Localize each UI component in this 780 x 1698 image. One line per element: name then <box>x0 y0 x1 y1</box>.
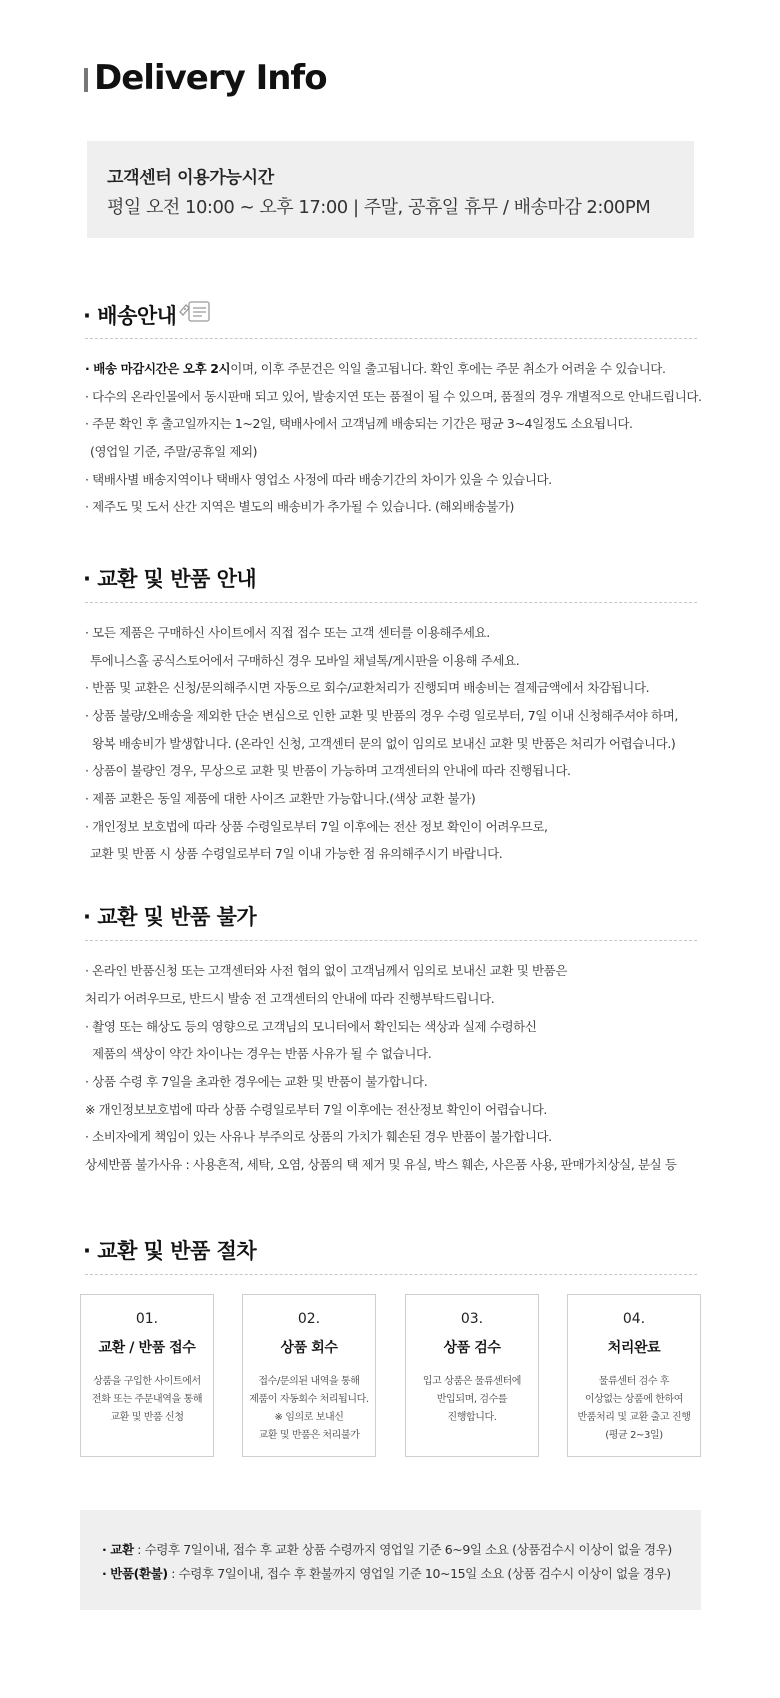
step-description: 물류센터 검수 후 이상없는 상품에 한하여 반품처리 및 교환 출고 진행 (평균 2~3일) <box>577 1376 691 1441</box>
customer-center-hours-box <box>87 141 694 238</box>
shipping-line-3: · 주문 확인 후 출고일까지는 1~2일, 택배사에서 고객님께 배송되는 기간은 평균 3~4일정도 소요됩니다. <box>85 416 633 431</box>
step-label: 상품 회수 <box>280 1340 338 1356</box>
step-number: 02. <box>297 1311 321 1327</box>
process-divider <box>85 1274 697 1275</box>
no-exchange-divider <box>85 940 697 941</box>
no-exchange-line-5: · 상품 수령 후 7일을 초과한 경우에는 교환 및 반품이 불가합니다. <box>85 1074 428 1089</box>
no-exchange-line-6: ※ 개인정보보호법에 따라 상품 수령일로부터 7일 이후에는 전산정보 확인이 어렵습니다. <box>85 1102 547 1117</box>
step-label: 상품 검수 <box>443 1340 501 1356</box>
exchange-line-5: 왕복 배송비가 발생합니다. (온라인 신청, 고객센터 문의 없이 임의로 보내신 교환 및 반품은 처리가 어렵습니다.) <box>92 736 676 751</box>
step-number: 03. <box>460 1311 484 1327</box>
exchange-line-9: 교환 및 반품 시 상품 수령일로부터 7일 이내 가능한 점 유의해주시기 바랍니다. <box>90 846 503 861</box>
process-step-1 <box>80 1294 214 1457</box>
process-heading: · 교환 및 반품 절차 <box>83 1239 257 1263</box>
exchange-divider <box>85 602 697 603</box>
shipping-heading: · 배송안내 <box>83 304 177 328</box>
step-label: 처리완료 <box>607 1340 661 1356</box>
shipping-divider <box>85 338 697 339</box>
process-step-2 <box>242 1294 376 1457</box>
shipping-line-5: · 택배사별 배송지역이나 택배사 영업소 사정에 따라 배송기간의 차이가 있을 수 있습니다. <box>85 472 552 487</box>
step-label: 교환 / 반품 접수 <box>98 1340 196 1356</box>
step-number: 01. <box>135 1311 159 1327</box>
shipping-line-2: · 다수의 온라인몰에서 동시판매 되고 있어, 발송지연 또는 품절이 될 수 있으며, 품절의 경우 개별적으로 안내드립니다. <box>85 389 702 404</box>
processing-time-summary-box <box>80 1510 701 1610</box>
shipping-line-1: · 배송 마감시간은 오후 2시이며, 이후 주문건은 익일 출고됩니다. 확인 후에는 주문 취소가 어려울 수 있습니다. <box>85 361 666 376</box>
step-description: 접수/문의된 내역을 통해 제품이 자동회수 처리됩니다. ※ 임의로 보내신 교환 및 반품은 처리불가 <box>249 1376 369 1441</box>
exchange-summary-line: · 교환 : 수령후 7일이내, 접수 후 교환 상품 수령까지 영업일 기준 6~9일 소요 (상품검수시 이상이 없을 경우) <box>102 1542 672 1557</box>
exchange-line-6: · 상품이 불량인 경우, 무상으로 교환 및 반품이 가능하며 고객센터의 안내에 따라 진행됩니다. <box>85 763 571 778</box>
no-exchange-heading: · 교환 및 반품 불가 <box>83 905 257 929</box>
refund-summary-line: · 반품(환불) : 수령후 7일이내, 접수 후 환불까지 영업일 기준 10~15일 소요 (상품 검수시 이상이 없을 경우) <box>102 1566 671 1581</box>
exchange-line-8: · 개인정보 보호법에 따라 상품 수령일로부터 7일 이후에는 전산 정보 확인이 어려우므로, <box>85 819 548 834</box>
no-exchange-line-2: 처리가 어려우므로, 반드시 발송 전 고객센터의 안내에 따라 진행부탁드립니다. <box>85 991 495 1006</box>
process-step-3 <box>405 1294 539 1457</box>
no-exchange-line-3: · 촬영 또는 해상도 등의 영향으로 고객님의 모니터에서 확인되는 색상과 실제 수령하신 <box>85 1019 537 1034</box>
step-number: 04. <box>622 1311 646 1327</box>
exchange-line-7: · 제품 교환은 동일 제품에 대한 사이즈 교환만 가능합니다.(색상 교환 불가) <box>85 791 476 806</box>
process-step-4 <box>567 1294 701 1457</box>
hours-text: 평일 오전 10:00 ~ 오후 17:00 | 주말, 공휴일 휴무 / 배송마감 2:00PM <box>107 197 651 218</box>
no-exchange-line-4: 제품의 색상이 약간 차이나는 경우는 반품 사유가 될 수 없습니다. <box>92 1046 432 1061</box>
exchange-line-3: · 반품 및 교환은 신청/문의해주시면 자동으로 회수/교환처리가 진행되며 배송비는 결제금액에서 차감됩니다. <box>85 680 650 695</box>
exchange-line-1: · 모든 제품은 구매하신 사이트에서 직접 접수 또는 고객 센터를 이용해주세요. <box>85 625 490 640</box>
exchange-line-4: · 상품 불량/오배송을 제외한 단순 변심으로 인한 교환 및 반품의 경우 수령 일로부터, 7일 이내 신청해주셔야 하며, <box>85 708 678 723</box>
step-description: 상품을 구입한 사이트에서 전화 또는 주문내역을 통해 교환 및 반품 신청 <box>91 1376 203 1423</box>
exchange-heading: · 교환 및 반품 안내 <box>83 567 257 591</box>
hours-heading: 고객센터 이용가능시간 <box>107 168 274 188</box>
delivery-receipt-icon <box>178 300 212 324</box>
exchange-line-2: 투에니스홀 공식스토어에서 구매하신 경우 모바일 채널톡/게시판을 이용해 주세요. <box>90 653 520 668</box>
shipping-line-6: · 제주도 및 도서 산간 지역은 별도의 배송비가 추가될 수 있습니다. (해외배송불가) <box>85 499 515 514</box>
shipping-line-4: (영업일 기준, 주말/공휴일 제외) <box>90 444 258 459</box>
page-title: Delivery Info <box>94 58 327 98</box>
title-accent-bar <box>84 68 88 92</box>
no-exchange-line-8: 상세반품 불가사유 : 사용흔적, 세탁, 오염, 상품의 택 제거 및 유실, 박스 훼손, 사은품 사용, 판매가치상실, 분실 등 <box>85 1157 677 1172</box>
step-description: 입고 상품은 물류센터에 반입되며, 검수를 진행합니다. <box>422 1376 522 1423</box>
no-exchange-line-1: · 온라인 반품신청 또는 고객센터와 사전 협의 없이 고객님께서 임의로 보내신 교환 및 반품은 <box>85 963 568 978</box>
no-exchange-line-7: · 소비자에게 책임이 있는 사유나 부주의로 상품의 가치가 훼손된 경우 반품이 불가합니다. <box>85 1129 552 1144</box>
